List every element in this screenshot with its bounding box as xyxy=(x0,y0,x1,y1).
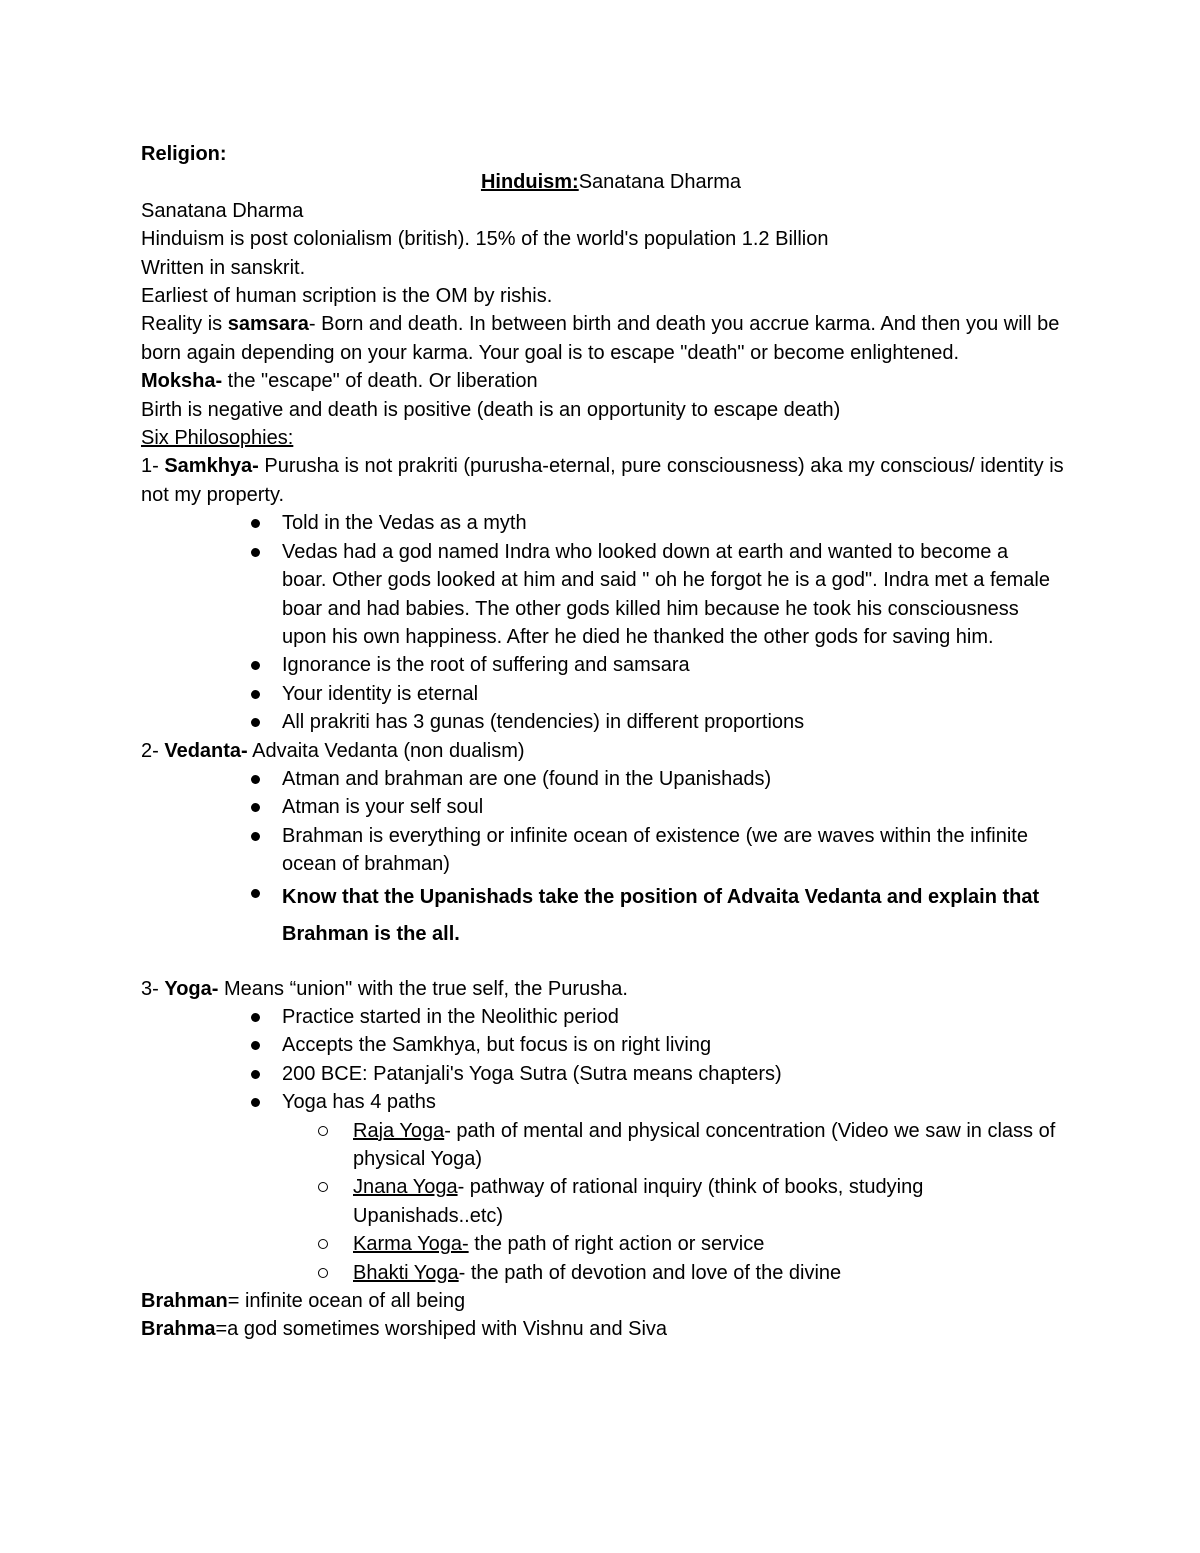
samkhya-bullet-list xyxy=(141,509,1081,736)
sub-list-item xyxy=(141,1259,1057,1287)
list-item: Your identity is eternal xyxy=(141,680,1057,708)
sub-list-item xyxy=(141,1230,1057,1258)
list-item: Vedas had a god named Indra who looked down at earth and wanted to become a boar. Other gods looked at him and said " oh he forgot he is a god". Indra met a female boar and had babies. The other gods killed him because he took his consciousness upon his own happiness. After he died he thanked the other gods for saving him. xyxy=(141,538,1057,652)
sub-list-item xyxy=(141,1117,1057,1174)
title-rest: Sanatana Dharma xyxy=(578,171,742,194)
list-item: Brahman is everything or infinite ocean of existence (we are waves within the infinite ocean of brahman) xyxy=(141,822,1057,879)
samsara-term: samsara xyxy=(227,313,309,336)
birth-line: Birth is negative and death is positive (death is an opportunity to escape death) xyxy=(141,398,841,421)
document-title xyxy=(141,168,1081,196)
intro-line: Sanatana Dharma xyxy=(141,199,304,222)
samsara-paragraph xyxy=(141,310,1081,367)
list-item: 200 BCE: Patanjali's Yoga Sutra (Sutra means chapters) xyxy=(141,1060,1057,1088)
title-bold: Hinduism: xyxy=(480,171,579,194)
yoga-term: Yoga- xyxy=(164,977,219,1000)
samkhya-paragraph xyxy=(141,452,1081,509)
vedanta-text: Advaita Vedanta (non dualism) xyxy=(247,739,525,762)
moksha-text: the "escape" of death. Or liberation xyxy=(222,370,538,393)
intro-line: Hinduism is post colonialism (british). 15% of the world's population 1.2 Billion xyxy=(141,228,829,251)
vedanta-bullet-list xyxy=(141,765,1081,953)
list-item: Told in the Vedas as a myth xyxy=(141,509,1057,537)
path-text: the path of right action or service xyxy=(468,1233,765,1256)
samsara-text: - Born and death. In between birth and death you accrue karma. And then you will be born again depending on your karma. Your goal is to escape "death" or become enlightened. xyxy=(141,313,1060,364)
yoga-bullet-list xyxy=(141,1003,1081,1117)
spacer xyxy=(141,953,1081,975)
samkhya-number: 1- xyxy=(141,455,165,478)
brahman-line xyxy=(141,1287,1081,1315)
path-text: - pathway of rational inquiry (think of books, studying Upanishads..etc) xyxy=(353,1176,924,1227)
vedanta-term: Vedanta- xyxy=(164,739,248,762)
path-name: Raja Yoga xyxy=(353,1119,445,1142)
samkhya-text: Purusha is not prakriti (purusha-eternal, pure consciousness) aka my conscious/ identity is not my property. xyxy=(141,455,1064,506)
path-name: Bhakti Yoga xyxy=(353,1261,459,1284)
path-name: Karma Yoga- xyxy=(353,1233,469,1256)
brahman-term: Brahman xyxy=(141,1290,228,1313)
document-page xyxy=(141,140,1081,1344)
moksha-line xyxy=(141,367,1081,395)
list-item: Yoga has 4 paths xyxy=(141,1088,1057,1116)
samsara-prefix: Reality is xyxy=(141,313,228,336)
vedanta-line xyxy=(141,737,1081,765)
list-item: Atman is your self soul xyxy=(141,793,1057,821)
list-item: Ignorance is the root of suffering and samsara xyxy=(141,651,1057,679)
six-philosophies-heading: Six Philosophies: xyxy=(141,427,294,450)
yoga-line xyxy=(141,975,1081,1003)
moksha-term: Moksha- xyxy=(141,370,223,393)
samkhya-term: Samkhya- xyxy=(164,455,259,478)
vedanta-number: 2- xyxy=(141,739,165,762)
brahman-text: = infinite ocean of all being xyxy=(227,1290,466,1313)
list-item: Accepts the Samkhya, but focus is on right living xyxy=(141,1031,1057,1059)
list-item: Atman and brahman are one (found in the Upanishads) xyxy=(141,765,1057,793)
list-item: Practice started in the Neolithic period xyxy=(141,1003,1057,1031)
brahma-line xyxy=(141,1315,1081,1343)
yoga-paths-list xyxy=(141,1117,1081,1287)
list-item: All prakriti has 3 gunas (tendencies) in different proportions xyxy=(141,708,1057,736)
yoga-text: Means “union" with the true self, the Purusha. xyxy=(218,977,628,1000)
brahma-term: Brahma xyxy=(141,1318,216,1341)
sub-list-item xyxy=(141,1173,1057,1230)
yoga-number: 3- xyxy=(141,977,165,1000)
path-name: Jnana Yoga xyxy=(353,1176,458,1199)
section-heading: Religion: xyxy=(141,143,227,165)
bold-list-item: Know that the Upanishads take the position of Advaita Vedanta and explain that Brahman is the all. xyxy=(141,879,1057,953)
path-text: - the path of devotion and love of the divine xyxy=(458,1261,842,1284)
intro-line: Earliest of human scription is the OM by rishis. xyxy=(141,285,553,308)
path-text: - path of mental and physical concentration (Video we saw in class of physical Yoga) xyxy=(353,1119,1056,1170)
intro-line: Written in sanskrit. xyxy=(141,256,306,279)
brahma-text: =a god sometimes worshiped with Vishnu and Siva xyxy=(215,1318,668,1341)
